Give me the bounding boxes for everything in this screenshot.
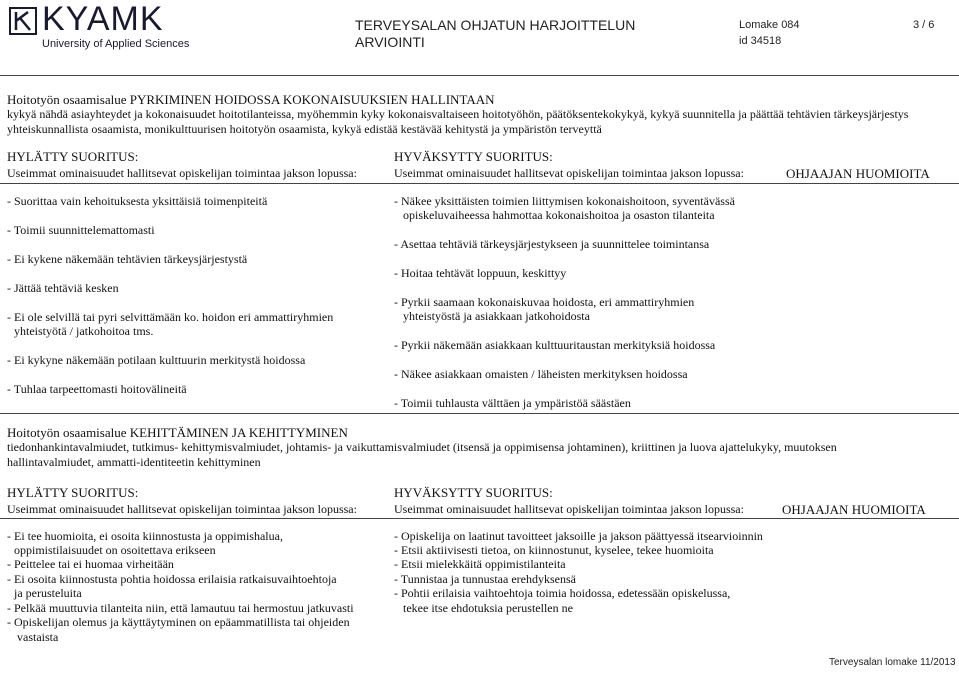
list-item: - Opiskelijan olemus ja käyttäytyminen on epäammatillista tai ohjeiden (7, 615, 350, 629)
section2-notes-title: OHJAAJAN HUOMIOITA (782, 502, 926, 517)
section1-rejected-subtitle: Useimmat ominaisuudet hallitsevat opiskelijan toimintaa jakson lopussa: (7, 166, 357, 180)
list-item: oppimistilaisuudet on osoitettava erikseen (14, 543, 216, 557)
section1-notes-title: OHJAAJAN HUOMIOITA (786, 166, 930, 181)
footer-text: Terveysalan lomake 11/2013 (829, 657, 956, 668)
form-id: id 34518 (739, 35, 782, 47)
list-item: opiskeluvaiheessa hahmottaa kokonaishoitoa ja osaston tilanteita (403, 208, 715, 222)
document-title-line2: ARVIOINTI (355, 34, 425, 50)
list-item: - Jättää tehtäviä kesken (7, 281, 119, 295)
list-item: - Tunnistaa ja tunnustaa erehdyksensä (394, 572, 576, 586)
list-item: yhteistyötä / jatkohoitoa tms. (14, 324, 154, 338)
list-item: - Etsii aktiivisesti tietoa, on kiinnostunut, kyselee, tekee huomioita (394, 543, 714, 557)
list-item: - Toimii suunnittelemattomasti (7, 223, 155, 237)
list-item: - Pelkää muuttuvia tilanteita niin, että lamautuu tai hermostuu jatkuvasti (7, 601, 354, 615)
list-item: - Toimii tuhlausta välttäen ja ympäristöä säästäen (394, 396, 631, 410)
section2-rejected-title: HYLÄTTY SUORITUS: (7, 485, 139, 500)
section2-heading: Hoitotyön osaamisalue KEHITTÄMINEN JA KEHITTYMINEN (7, 425, 348, 440)
header-divider (0, 75, 959, 76)
list-item: - Ei tee huomioita, ei osoita kiinnostusta ja oppimishalua, (7, 529, 283, 543)
list-item: tekee itse ehdotuksia perustellen ne (403, 601, 573, 615)
logo-wordmark: KYAMK (42, 0, 164, 38)
list-item: - Suorittaa vain kehoituksesta yksittäisiä toimenpiteitä (7, 194, 268, 208)
list-item: - Pyrkii näkemään asiakkaan kulttuuritaustan merkityksiä hoidossa (394, 338, 716, 352)
section-divider (0, 413, 959, 414)
list-item: - Ei ole selvillä tai pyri selvittämään ko. hoidon eri ammattiryhmien (7, 310, 334, 324)
document-title-line1: TERVEYSALAN OHJATUN HARJOITTELUN (355, 17, 636, 33)
list-item: - Asettaa tehtäviä tärkeysjärjestykseen ja suunnittelee toimintansa (394, 237, 710, 251)
logo-subtitle: University of Applied Sciences (42, 38, 190, 50)
list-item: - Ei kykyne näkemään potilaan kulttuurin merkitystä hoidossa (7, 353, 306, 367)
list-item: - Näkee yksittäisten toimien liittymisen kokonaishoitoon, syventävässä (394, 194, 735, 208)
page-number: 3 / 6 (913, 19, 935, 31)
list-item: - Ei osoita kiinnostusta pohtia hoidossa erilaisia ratkaisuvaihtoehtoja (7, 572, 337, 586)
section1-divider (0, 183, 959, 184)
section1-description-line: kykyä nähdä asiayhteydet ja kokonaisuudet hoitotilanteissa, myöhemmin kyky kokonaisvaltaiseen hoitotyöhön, päätöksentekokykyä, kykyä suunnitella ja päättää tehtävien tärkeysjärjestys (7, 107, 909, 121)
document-title (355, 17, 635, 51)
list-item: vastaista (17, 630, 59, 644)
section1-accepted-subtitle: Useimmat ominaisuudet hallitsevat opiskelijan toimintaa jakson lopussa: (394, 166, 744, 180)
form-label: Lomake 084 (739, 19, 800, 31)
list-item: - Etsii mielekkäitä oppimistilanteita (394, 557, 566, 571)
list-item: ja perusteluita (14, 586, 82, 600)
list-item: - Tuhlaa tarpeettomasti hoitovälineitä (7, 382, 187, 396)
section1-description-line: yhteiskunnallista osaamista, monikulttuurisen hoitotyön osaamista, kykyä edistää kestävää kehitystä ja ympäristön terveyttä (7, 121, 602, 136)
section1-rejected-title: HYLÄTTY SUORITUS: (7, 149, 139, 164)
section2-accepted-title: HYVÄKSYTTY SUORITUS: (394, 485, 553, 500)
logo-mark-icon (8, 6, 38, 36)
list-item: - Ei kykene näkemään tehtävien tärkeysjärjestystä (7, 252, 248, 266)
section1-heading: Hoitotyön osaamisalue PYRKIMINEN HOIDOSSA KOKONAISUUKSIEN HALLINTAAN (7, 92, 495, 107)
list-item: - Pyrkii saamaan kokonaiskuvaa hoidosta, eri ammattiryhmien (394, 295, 695, 309)
list-item: - Pohtii erilaisia vaihtoehtoja toimia hoidossa, edetessään opiskelussa, (394, 586, 731, 600)
list-item: - Näkee asiakkaan omaisten / läheisten merkityksen hoidossa (394, 367, 688, 381)
list-item: yhteistyöstä ja asiakkaan jatkohoidosta (403, 309, 590, 323)
section2-description-line: hallintavalmiudet, ammatti-identiteetin kehittyminen (7, 454, 261, 469)
list-item: - Peittelee tai ei huomaa virheitään (7, 557, 174, 571)
section2-accepted-subtitle: Useimmat ominaisuudet hallitsevat opiskelijan toimintaa jakson lopussa: (394, 502, 744, 516)
section1-accepted-title: HYVÄKSYTTY SUORITUS: (394, 149, 553, 164)
section2-description (7, 440, 837, 469)
kyamk-logo (8, 0, 190, 52)
section2-description-line: tiedonhankintavalmiudet, tutkimus- kehittymisvalmiudet, johtamis- ja vaikuttamisvalmiudet (itsensä ja oppimisensa johtaminen), kriittinen ja luova ajattelukyky, muutoksen (7, 440, 837, 454)
section1-description (7, 107, 908, 136)
list-item: - Hoitaa tehtävät loppuun, keskittyy (394, 266, 567, 280)
list-item: - Opiskelija on laatinut tavoitteet jaksoille ja jakson päättyessä itsearvioinnin (394, 529, 763, 543)
section2-divider (0, 518, 959, 519)
section2-rejected-subtitle: Useimmat ominaisuudet hallitsevat opiskelijan toimintaa jakson lopussa: (7, 502, 357, 516)
